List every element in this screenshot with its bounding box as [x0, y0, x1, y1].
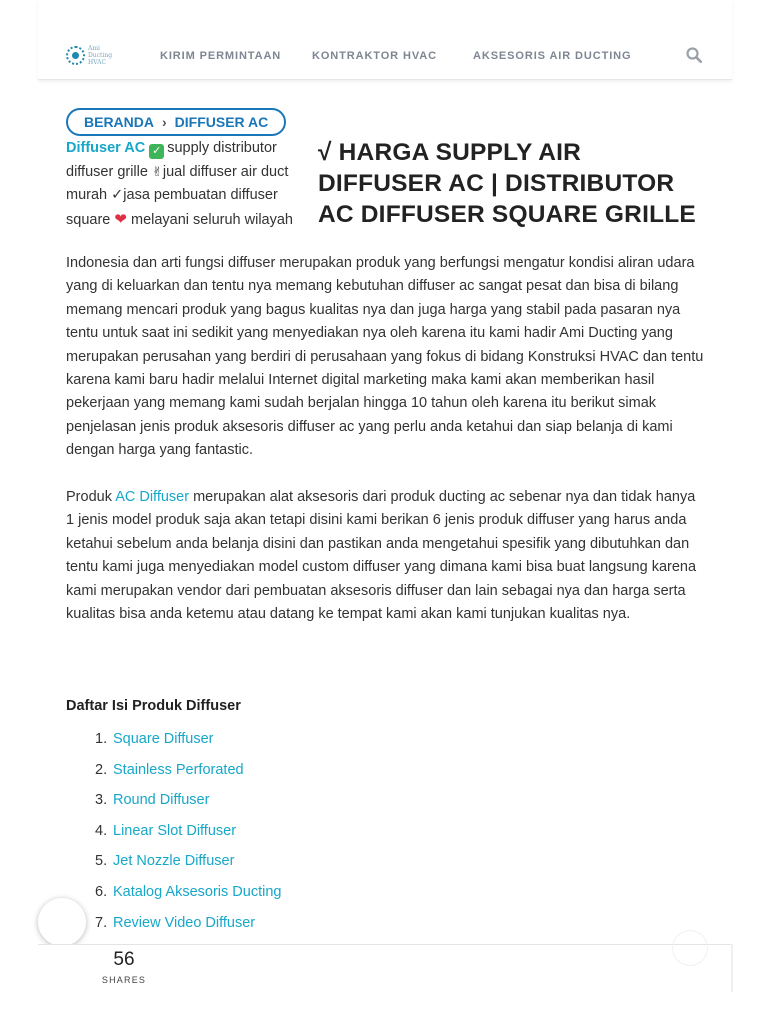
- site-header: [38, 0, 732, 80]
- toc-item: [95, 789, 281, 820]
- toc-item: [95, 850, 281, 881]
- toc-title: Daftar Isi Produk Diffuser: [66, 698, 241, 714]
- divider: [731, 944, 733, 992]
- toc-item: [95, 912, 281, 943]
- share-bar: [38, 944, 732, 1024]
- toc-number: 6.: [95, 883, 108, 900]
- toc-number: 5.: [95, 853, 108, 870]
- toc-item: [95, 728, 281, 759]
- toc-number: 4.: [95, 822, 108, 839]
- toc-link-linear-slot-diffuser[interactable]: Linear Slot Diffuser: [113, 822, 237, 839]
- ac-diffuser-link[interactable]: AC Diffuser: [115, 489, 190, 505]
- intro-text-1: supply distributor diffuser grille: [66, 140, 277, 180]
- intro-text-3: melayani seluruh wilayah: [130, 211, 293, 228]
- nav-kontraktor-hvac[interactable]: KONTRAKTOR HVAC: [312, 50, 437, 62]
- toc-item: [95, 759, 281, 790]
- breadcrumb-current[interactable]: DIFFUSER AC: [174, 114, 269, 130]
- nav-kirim-permintaan[interactable]: KIRIM PERMINTAAN: [160, 50, 282, 62]
- breadcrumb-separator: ›: [162, 114, 167, 130]
- toc-list: [95, 728, 281, 942]
- paragraph-2-body: merupakan alat aksesoris dari produk ducting ac sebenar nya dan tidak hanya 1 jenis model produk saja akan tetapi disini kami berikan 6 jenis produk diffuser yang harus anda ketahui sebelum anda belanja disini dan pastikan anda mengetahui spesifik yang dibutuhkan dan tentu kami juga menyediakan model custom diffuser yang dimana kami bisa buat langsung karena kami merupakan vendor dari pembuatan aksesoris diffuser dan lain sebagai nya dan harga serta kualitas bisa anda ketemu atau datang ke tempat kami akan kami tunjukan kualitas nya.: [66, 489, 697, 623]
- toc-link-round-diffuser[interactable]: Round Diffuser: [113, 792, 210, 809]
- intro-text: [66, 137, 296, 232]
- paragraph-2: [66, 486, 706, 626]
- intro-lead-link[interactable]: Diffuser AC: [66, 140, 146, 156]
- toc-number: 2.: [95, 761, 108, 778]
- toc-link-jet-nozzle-diffuser[interactable]: Jet Nozzle Diffuser: [113, 853, 235, 870]
- checkmark-icon: ✓: [149, 144, 164, 159]
- paragraph-2-prefix: Produk: [66, 489, 112, 505]
- breadcrumb: [66, 108, 286, 136]
- toc-link-square-diffuser[interactable]: Square Diffuser: [113, 731, 214, 747]
- toc-number: 1.: [95, 731, 108, 747]
- search-icon[interactable]: [686, 47, 702, 63]
- paragraph-1: Indonesia dan arti fungsi diffuser merupakan produk yang berfungsi mengatur kondisi aliran udara yang di keluarkan dan tentu nya memang kebutuhan diffuser ac sangat pesat dan bisa di bilang memang mencari produk yang bagus kualitas nya dan juga harga yang stabil pada pasaran nya tentu untuk saat ini sedikit yang menyediakan nya oleh karena itu kami hadir Ami Ducting yang merupakan perusahan yang berdiri di perusahaan yang fokus di bidang Konstruksi HVAC dan tentu karena kami baru hadir melalui Internet digital marketing maka kami akan memberikan hasil pekerjaan yang memang kami sudah berjalan hingga 10 tahun oleh karena itu berikut simak penjelasan jenis produk aksesoris diffuser ac yang perlu anda ketahui dan siap belanja di kami dengan harga yang fantastic.: [66, 255, 704, 459]
- toc-number: 3.: [95, 792, 108, 809]
- logo-icon: [66, 46, 85, 65]
- breadcrumb-home[interactable]: BERANDA: [84, 114, 154, 130]
- toc-link-katalog-aksesoris[interactable]: Katalog Aksesoris Ducting: [113, 883, 282, 900]
- victory-hand-icon: ✌: [151, 164, 163, 180]
- toc-item: [95, 820, 281, 851]
- toc-number: 7.: [95, 914, 108, 931]
- toc-item: [95, 881, 281, 912]
- share-count: 56: [113, 949, 135, 970]
- toc-link-stainless-perforated[interactable]: Stainless Perforated: [113, 761, 244, 778]
- toc-link-review-video[interactable]: Review Video Diffuser: [113, 914, 256, 931]
- site-logo[interactable]: [66, 44, 118, 70]
- scroll-to-top-button[interactable]: [672, 930, 708, 966]
- logo-text: Ami Ducting HVAC: [88, 45, 113, 66]
- intro-text-2: jual diffuser air duct murah ✓jasa pembuatan diffuser square: [66, 163, 289, 228]
- page-title: √ HARGA SUPPLY AIR DIFFUSER AC | DISTRIBUTOR AC DIFFUSER SQUARE GRILLE: [318, 139, 696, 228]
- share-label: SHARES: [101, 975, 147, 985]
- floating-share-button[interactable]: [38, 898, 86, 946]
- nav-aksesoris-air-ducting[interactable]: AKSESORIS AIR DUCTING: [473, 50, 632, 62]
- heart-icon: ❤: [114, 210, 127, 228]
